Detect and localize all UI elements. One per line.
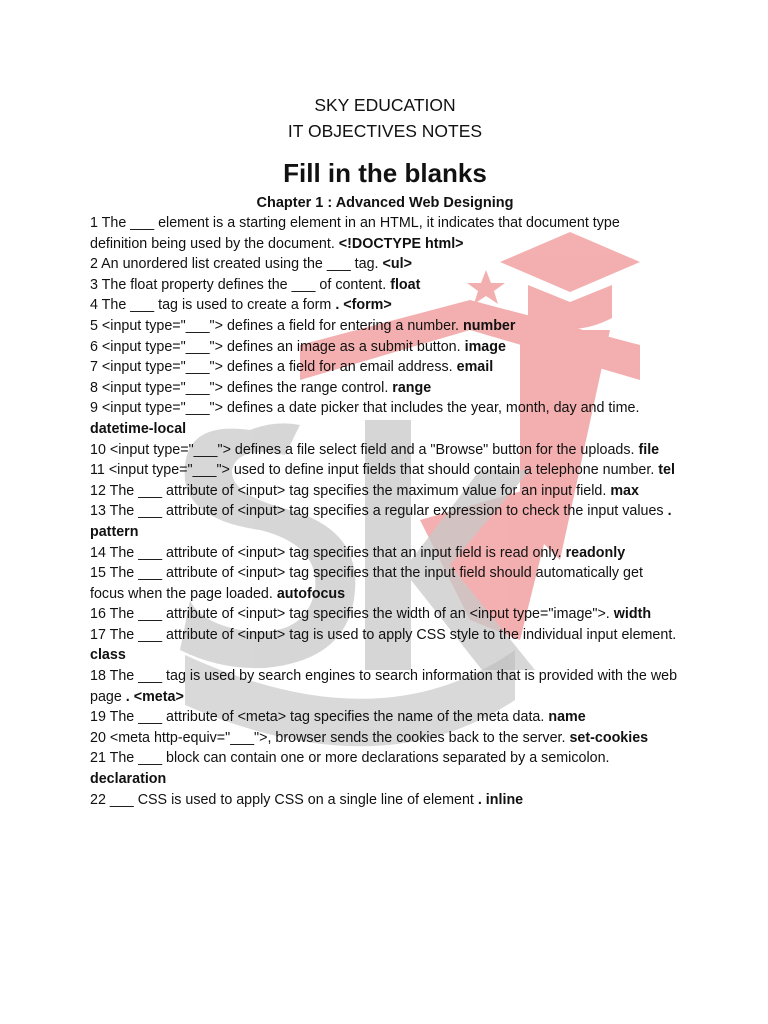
question-text: 2 An unordered list created using the ___ tag. (90, 256, 379, 273)
question-text: 5 <input type="___"> defines a field for entering a number. (90, 317, 460, 334)
question-text: 9 <input type="___"> defines a date picker that includes the year, month, day and time. (90, 400, 640, 417)
question-answer: float (390, 276, 421, 293)
question-text: 3 The float property defines the ___ of content. (90, 276, 387, 293)
chapter-heading: Chapter 1 : Advanced Web Designing (256, 195, 514, 211)
question-item (90, 543, 680, 564)
question-answer: . pattern (90, 503, 672, 540)
question-answer: declaration (90, 771, 167, 788)
question-text: 20 <meta http-equiv="___">, browser sends the cookies back to the server. (90, 729, 566, 746)
question-item (90, 316, 680, 337)
question-answer: number (463, 317, 516, 334)
question-text: 21 The ___ block can contain one or more declarations separated by a semicolon. (90, 750, 610, 767)
question-item (90, 748, 680, 789)
question-item (90, 707, 680, 728)
question-answer: width (613, 606, 652, 623)
question-item (90, 563, 680, 604)
question-item (90, 357, 680, 378)
notes-title: IT OBJECTIVES NOTES (287, 121, 483, 141)
question-answer: readonly (565, 544, 626, 561)
question-text: 22 ___ CSS is used to apply CSS on a single line of element (90, 791, 474, 808)
question-answer: file (638, 441, 660, 458)
document-body (90, 92, 680, 810)
question-answer: . <meta> (125, 688, 184, 705)
question-answer: . <form> (335, 297, 392, 314)
question-item (90, 275, 680, 296)
question-text: 12 The ___ attribute of <input> tag specifies the maximum value for an input field. (90, 482, 607, 499)
question-item (90, 337, 680, 358)
question-text: 17 The ___ attribute of <input> tag is used to apply CSS style to the individual input element. (90, 626, 677, 643)
question-text: 4 The ___ tag is used to create a form (90, 297, 332, 314)
question-answer: class (90, 647, 126, 664)
question-answer: tel (658, 462, 675, 479)
question-item (90, 213, 680, 254)
question-text: 15 The ___ attribute of <input> tag specifies that the input field should automatically get focus when the page loaded. (90, 565, 643, 602)
question-item (90, 254, 680, 275)
question-answer: email (456, 359, 494, 376)
question-item (90, 460, 680, 481)
question-answer: max (610, 482, 639, 499)
question-item (90, 440, 680, 461)
question-item (90, 790, 680, 811)
school-name: SKY EDUCATION (314, 95, 456, 115)
question-answer: range (392, 379, 432, 396)
question-item (90, 604, 680, 625)
question-item (90, 625, 680, 666)
question-item (90, 728, 680, 749)
question-text: 11 <input type="___"> used to define input fields that should contain a telephone number. (90, 462, 655, 479)
page-title: Fill in the blanks (283, 158, 487, 188)
question-answer: autofocus (276, 585, 346, 602)
question-text: 1 The ___ element is a starting element in an HTML, it indicates that document type definition being used by the document. (90, 215, 620, 252)
question-text: 8 <input type="___"> defines the range control. (90, 379, 389, 396)
question-item (90, 295, 680, 316)
question-text: 19 The ___ attribute of <meta> tag specifies the name of the meta data. (90, 709, 545, 726)
question-item (90, 501, 680, 542)
question-answer: set-cookies (569, 729, 649, 746)
question-text: 16 The ___ attribute of <input> tag specifies the width of an <input type="image">. (90, 606, 610, 623)
question-answer: name (548, 709, 586, 726)
question-answer: image (464, 338, 506, 355)
question-text: 14 The ___ attribute of <input> tag specifies that an input field is read only. (90, 544, 562, 561)
question-answer: <!DOCTYPE html> (338, 235, 464, 252)
question-text: 10 <input type="___"> defines a file select field and a "Browse" button for the uploads. (90, 441, 635, 458)
question-item (90, 398, 680, 439)
question-text: 7 <input type="___"> defines a field for an email address. (90, 359, 453, 376)
question-text: 6 <input type="___"> defines an image as a submit button. (90, 338, 461, 355)
question-text: 13 The ___ attribute of <input> tag specifies a regular expression to check the input values (90, 503, 664, 520)
question-text: 18 The ___ tag is used by search engines to search information that is provided with the web page (90, 668, 678, 705)
question-list (90, 213, 680, 810)
question-answer: . inline (477, 791, 524, 808)
question-item (90, 481, 680, 502)
question-item (90, 666, 680, 707)
question-answer: <ul> (382, 256, 412, 273)
question-item (90, 378, 680, 399)
question-answer: datetime-local (90, 420, 187, 437)
